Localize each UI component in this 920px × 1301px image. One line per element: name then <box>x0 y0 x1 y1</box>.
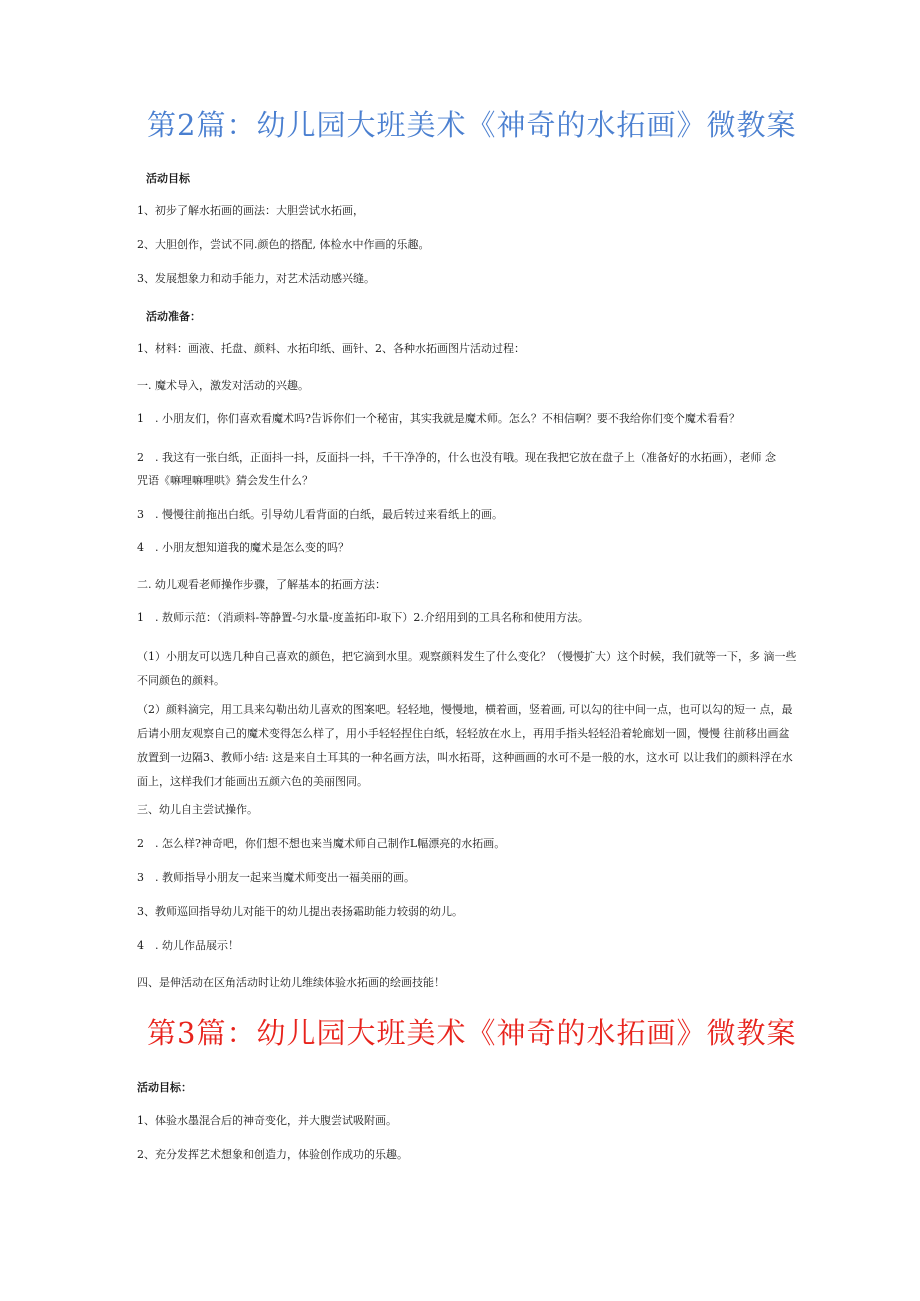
step1-item-2-continued: 咒语《嘛哩嘛哩哄》猜会发生什么？ <box>137 474 313 487</box>
item-text: . 小朋友想知道我的魔术是怎么变的吗？ <box>155 541 349 554</box>
step1-item-2 <box>137 451 776 465</box>
part2-prep-text: 1、材料：画液、托盘、颜料、水拓印纸、画针、2、各种水拓画图片活动过程： <box>137 342 525 355</box>
part3-title: 第3篇：幼儿园大班美术《神奇的水拓画》微教案 <box>147 1016 797 1050</box>
item-number: 3 <box>137 871 144 884</box>
step3-item-4 <box>137 939 239 953</box>
part2-title: 第2篇：幼儿园大班美术《神奇的水拓画》微教案 <box>147 108 797 142</box>
item-text: . 怎么样?神奇吧，你们想不想也来当魔术师自己制作L幅漂亮的水拓画。 <box>155 837 506 850</box>
step2-para1-line2: 不同颜色的颜料。 <box>137 674 225 687</box>
step1-item-1 <box>137 412 740 426</box>
item-text: . 小朋友们，你们喜欢看魔术吗?告诉你们一个秘宙，其实我就是魔术师。怎么？不相信啊？要不我给你们变个魔术看看？ <box>155 412 740 425</box>
part2-goal-heading: 活动目标 <box>146 172 190 185</box>
part2-goal-3: 3、发展想象力和动手能力，对艺术活动感兴缝。 <box>137 272 375 285</box>
step3-item-3b: 3、教师巡回指导幼儿对能干的幼儿提出表扬霜助能力较弱的幼儿。 <box>137 905 463 918</box>
step2-heading: 二. 幼儿观看老师操作步骤，了解基本的拓画方法： <box>137 578 386 591</box>
step2-para1-line1: （1）小朋友可以选几种自己喜欢的颜色，把它滴到水里。观察颜料发生了什么变化？（慢慢扩大）这个时候，我们就等一下，多 滴一些 <box>137 650 797 663</box>
step3-heading: 三、幼儿自主尝试操作。 <box>137 803 258 816</box>
step2-demo <box>137 611 589 625</box>
step1-item-3 <box>137 508 503 522</box>
item-number: 1 <box>137 412 144 425</box>
part2-prep-heading: 活动准备： <box>146 310 201 323</box>
item-text: . 我这有一张白纸，正面抖一抖，反面抖一抖，千干净净的，什么也没有哦。现在我把它放在盘子上（准备好的水拓画），老师 念 <box>155 451 776 464</box>
item-text: . 幼儿作品展示！ <box>155 939 239 952</box>
step3-item-3 <box>137 871 415 885</box>
item-number: 1 <box>137 611 144 624</box>
item-text: . 慢慢往前拖出白纸。引导幼儿看背面的白纸，最后转过来看纸上的画。 <box>155 508 503 521</box>
item-text: . 敖师示范：（消顽料-等静置-匀水量-度盖拓印-取下）2.介绍用到的工具名称和使用方法。 <box>155 611 589 624</box>
item-number: 4 <box>137 541 144 554</box>
part3-goal-2: 2、充分发挥艺术想象和创造力，体验创作成功的乐趣。 <box>137 1148 408 1161</box>
part3-goal-heading: 活动目标： <box>137 1081 192 1094</box>
step2-para2-line1: （2）颜料滴完，用工具来勾勒出幼儿喜欢的图案吧。轻轻地，慢慢地，横着画，竖着画, 可以勾的往中间一点，也可以勾的短一 点，最 <box>137 703 793 716</box>
item-number: 3 <box>137 508 144 521</box>
item-number: 2 <box>137 837 144 850</box>
step1-item-4 <box>137 541 349 555</box>
step1-heading: 一. 魔术导入，激发对活动的兴趣。 <box>137 379 309 392</box>
part2-goal-2: 2、大胆创作，尝试不同.颜色的搭配, 体检水中作画的乐趣。 <box>137 238 430 251</box>
item-number: 4 <box>137 939 144 952</box>
item-text: . 教师指导小朋友一起来当魔术师变出一福美丽的画。 <box>155 871 415 884</box>
step4-text: 四、是伸活动在区角活动时让幼儿维续体验水拓画的绘画技能！ <box>137 976 445 989</box>
step2-para2-line2: 后请小朋友观察自己的魔术变得怎么样了，用小手轻轻捏住白纸，轻轻放在水上，再用手指头轻轻沿着轮廊划一圆，慢慢 往前移出画盆 <box>137 727 790 740</box>
step2-para2-line3: 放置到一边隔3、教师小结: 这是来自土耳其的一种名画方法，叫水拓哥，这种画画的水可不是一般的水，这水可 以让我们的颜料浮在水 <box>137 751 793 764</box>
item-number: 2 <box>137 451 144 464</box>
part2-goal-1: 1、初步了解水拓画的画法：大胆尝试水拓画， <box>137 204 364 217</box>
step3-item-2 <box>137 837 505 851</box>
step2-para2-line4: 面上，这样我们才能画出五颜六色的美丽图同。 <box>137 775 368 788</box>
part3-goal-1: 1、体验水墨混合后的神奇变化，并大腹尝试吸附画。 <box>137 1114 397 1127</box>
